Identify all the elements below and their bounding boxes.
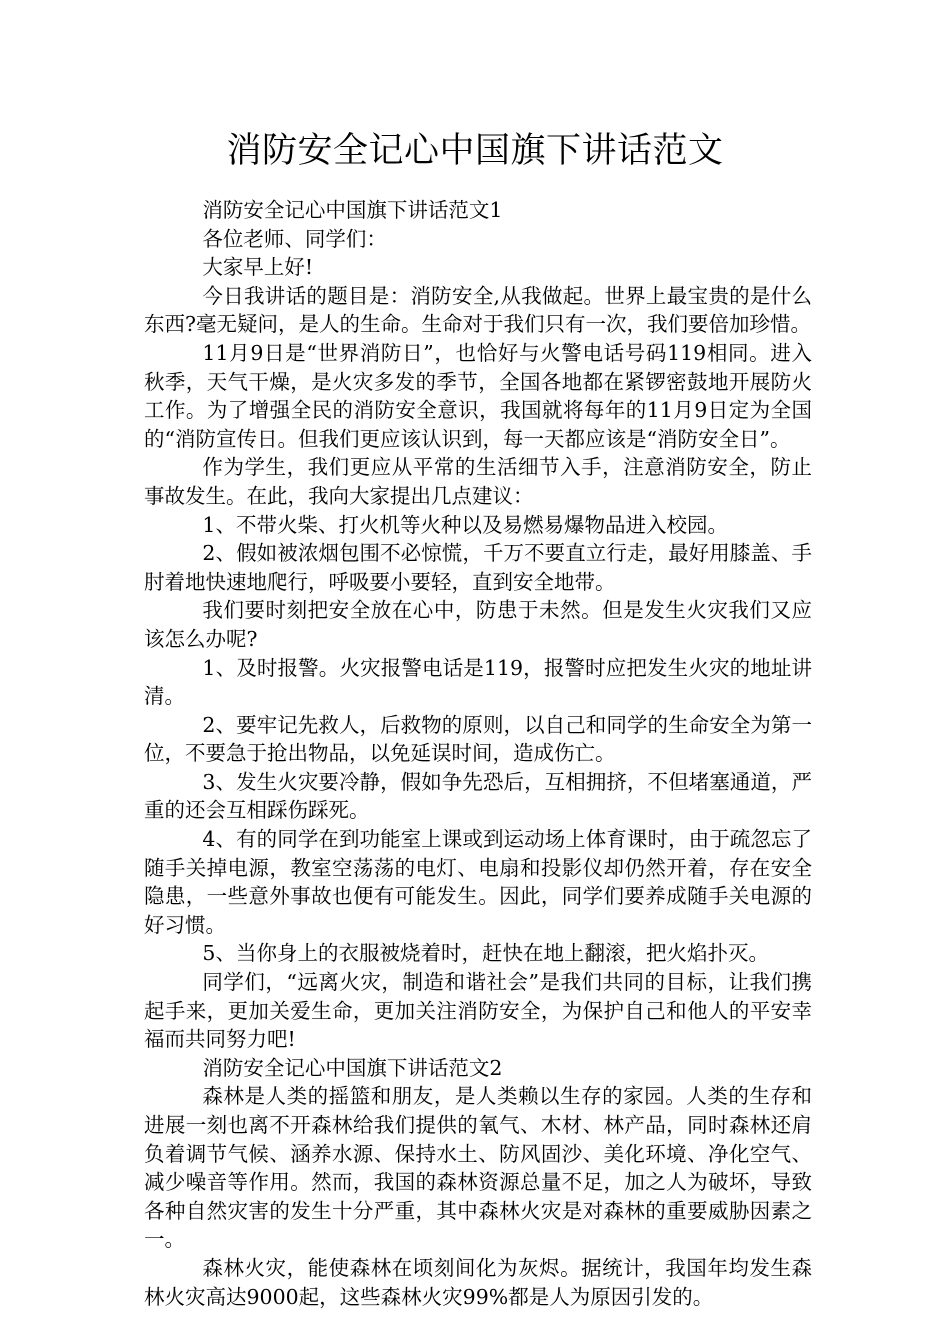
list-item: 3、发生火灾要冷静，假如争先恐后，互相拥挤，不但堵塞通道，严重的还会互相踩伤踩死。 xyxy=(144,769,812,823)
paragraph: 作为学生，我们更应从平常的生活细节入手，注意消防安全，防止事故发生。在此，我向大家提出几点建议： xyxy=(144,455,812,508)
document-title: 消防安全记心中国旗下讲话范文 xyxy=(226,131,724,171)
list-item: 1、及时报警。火灾报警电话是119，报警时应把发生火灾的地址讲清。 xyxy=(144,655,812,709)
paragraph: 森林是人类的摇篮和朋友，是人类赖以生存的家园。人类的生存和进展一刻也离不开森林给我们提供的氧气、木材、林产品，同时森林还肩负着调节气候、涵养水源、保持水土、防风固沙、美化环境、净化空气、减少噪音等作用。然而，我国的森林资源总量不足，加之人为破坏，导致各种自然灾害的发生十分严重，其中森林火灾是对森林的重要威胁因素之一。 xyxy=(144,1084,812,1252)
list-item: 2、要牢记先救人，后救物的原则，以自己和同学的生命安全为第一位，不要急于抢出物品，以免延误时间，造成伤亡。 xyxy=(144,712,812,766)
list-item: 2、假如被浓烟包围不必惊慌，千万不要直立行走，最好用膝盖、手肘着地快速地爬行，呼吸要小要轻，直到安全地带。 xyxy=(144,541,812,594)
list-item: 5、当你身上的衣服被烧着时，赶快在地上翻滚，把火焰扑灭。 xyxy=(202,941,769,966)
paragraph: 我们要时刻把安全放在心中，防患于未然。但是发生火灾我们又应该怎么办呢? xyxy=(144,598,812,651)
greeting: 大家早上好! xyxy=(202,255,314,280)
list-item: 4、有的同学在到功能室上课或到运动场上体育课时，由于疏忽忘了随手关掉电源，教室空荡荡的电灯、电扇和投影仪却仍然开着，存在安全隐患，一些意外事故也便有可能发生。因此，同学们要养成随手关电源的好习惯。 xyxy=(144,827,812,937)
paragraph: 同学们，“远离火灾，制造和谐社会”是我们共同的目标，让我们携起手来，更加关爱生命，更加关注消防安全，为保护自己和他人的平安幸福而共同努力吧! xyxy=(144,970,812,1052)
paragraph: 今日我讲话的题目是：消防安全,从我做起。世界上最宝贵的是什么东西?毫无疑问，是人的生命。生命对于我们只有一次，我们要倍加珍惜。 xyxy=(144,283,812,337)
list-item: 1、不带火柴、打火机等火种以及易燃易爆物品进入校园。 xyxy=(202,512,728,537)
section-heading-1: 消防安全记心中国旗下讲话范文1 xyxy=(202,198,503,222)
paragraph: 森林火灾，能使森林在顷刻间化为灰烬。据统计，我国年均发生森林火灾高达9000起，这些森林火灾99%都是人为原因引发的。 xyxy=(144,1255,812,1309)
document-body xyxy=(144,196,812,1311)
paragraph: 11月9日是“世界消防日”，也恰好与火警电话号码119相同。进入秋季，天气干燥，是火灾多发的季节，全国各地都在紧锣密鼓地开展防火工作。为了增强全民的消防安全意识，我国就将每年的11月9日定为全国的“消防宣传日。但我们更应该认识到，每一天都应该是“消防安全日”。 xyxy=(144,340,812,451)
salutation: 各位老师、同学们： xyxy=(202,226,387,251)
section-heading-2: 消防安全记心中国旗下讲话范文2 xyxy=(202,1055,503,1080)
